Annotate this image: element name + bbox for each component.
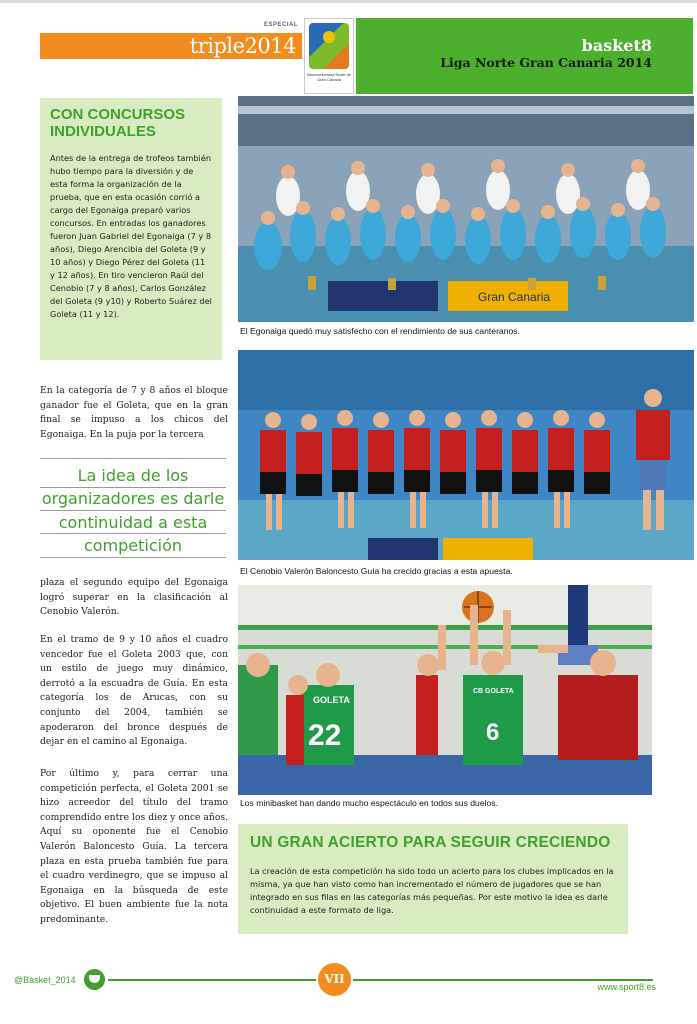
photo-caption-3: Los minibasket han dando mucho espectáculo en todos sus duelos. [240, 798, 498, 808]
jersey-team-label-2: CB GOLETA [473, 688, 514, 695]
game-photo-illustration [238, 585, 652, 795]
team-photo-illustration [238, 350, 694, 560]
article-paragraph-4: Por último y, para cerrar una competición perfecta, el Goleta 2001 se hizo acreedor del título del tramo comprendido entre los diez y once años. Aquí su oponente fue el Cenobio Valerón Baloncesto Guía. La tercera plaza en esta prueba también fue para el cuadro verdinegro, que se impuso al Egonaiga en la búsqueda de este objetivo. El buen ambiente fue la nota predominante. [40, 768, 228, 925]
photo-caption-2: El Cenobio Valerón Baloncesto Guía ha crecido gracias a esta apuesta. [240, 566, 513, 576]
basketball-player-icon [309, 23, 349, 69]
quote-rule [40, 458, 226, 459]
twitter-bird-icon [84, 969, 105, 990]
bottom-box-title: UN GRAN ACIERTO PARA SEGUIR CRECIENDO [250, 834, 611, 851]
jersey-number-6: 6 [486, 719, 500, 746]
article-paragraph-2: plaza el segundo equipo del Egonaiga logró superar en la clasificación al Cenobio Valerón. [40, 577, 228, 618]
sidebar-title: CON CONCURSOS INDIVIDUALES [50, 106, 186, 140]
photo-caption-1: El Egonaiga quedó muy satisfecho con el rendimiento de sus canteranos. [240, 326, 520, 336]
article-paragraph-3: En el tramo de 9 y 10 años el cuadro vencedor fue el Goleta 2003 que, con un estilo de juego muy dinámico, derrotó a la escuadra de Guía. En esta categoría los de Arucas, con su conjunto del 2004, también se apoderaron del bronce después de dejar en el camino al Egonaiga. [40, 634, 228, 748]
header-brand: basket8 [581, 36, 652, 55]
jersey-number-22: 22 [308, 719, 342, 752]
page-number: VII [318, 963, 351, 996]
bottom-box-text: La creación de esta competición ha sido todo un acierto para los clubes implicados en la misma, ya que han visto como han incrementado el número de jugadores que se han integrado en sus filas en las categorías más pequeñas. Por este motivo la idea es darle continuidad a este formato de liga. [250, 866, 614, 915]
footer-rule-right [353, 979, 653, 981]
team-photo-illustration [238, 96, 694, 322]
pull-quote [40, 458, 226, 558]
footer-website-link[interactable]: www.sport8.es [597, 982, 656, 992]
jersey-team-label: GOLETA [313, 695, 350, 705]
banner-text: Gran Canaria [478, 290, 551, 304]
footer-twitter-handle[interactable]: @Basket_2014 [14, 975, 76, 985]
article-paragraph-1: En la categoría de 7 y 8 años el bloque ganador fue el Goleta, que en la gran final se impuso a los chicos del Egonaiga. En la puja por la tercera [40, 385, 228, 440]
pull-quote-text: La idea de los organizadores es darle continuidad a esta competición [41, 466, 225, 555]
photo-egonaiga-team [238, 96, 694, 322]
photo-cenobio-team [238, 350, 694, 560]
logo-caption: Mancomunidad Norte de Gran Canaria [307, 72, 351, 82]
header-league-title: Liga Norte Gran Canaria 2014 [440, 55, 652, 70]
footer-rule-left [108, 979, 316, 981]
photo-minibasket-game [238, 585, 652, 795]
bottom-info-box [238, 824, 628, 934]
sidebar-text: Antes de la entrega de trofeos también hubo tiempo para la diversión y de esta forma la organización de la prueba, que en esta ocasión corrió a cargo del Egonaiga preparó varios concursos. En entradas los ganadores fueron Juan Gabriel del Egonaiga (7 y 8 años), Diego Arencibia del Goleta (9 y 10 años) y Diego Pérez del Goleta (11 y 12 años). En tiro vencieron Raúl del Cenobio (7 y 8 años), Carlos González del Goleta (9 y10) y Roberto Suárez del Goleta (11 y 12). [50, 153, 212, 319]
header-section-label: ESPECIAL [263, 22, 298, 28]
header-event-title: triple2014 [189, 34, 296, 58]
page-top-edge [0, 0, 697, 3]
sidebar-box [40, 98, 222, 360]
competition-logo [304, 18, 354, 94]
